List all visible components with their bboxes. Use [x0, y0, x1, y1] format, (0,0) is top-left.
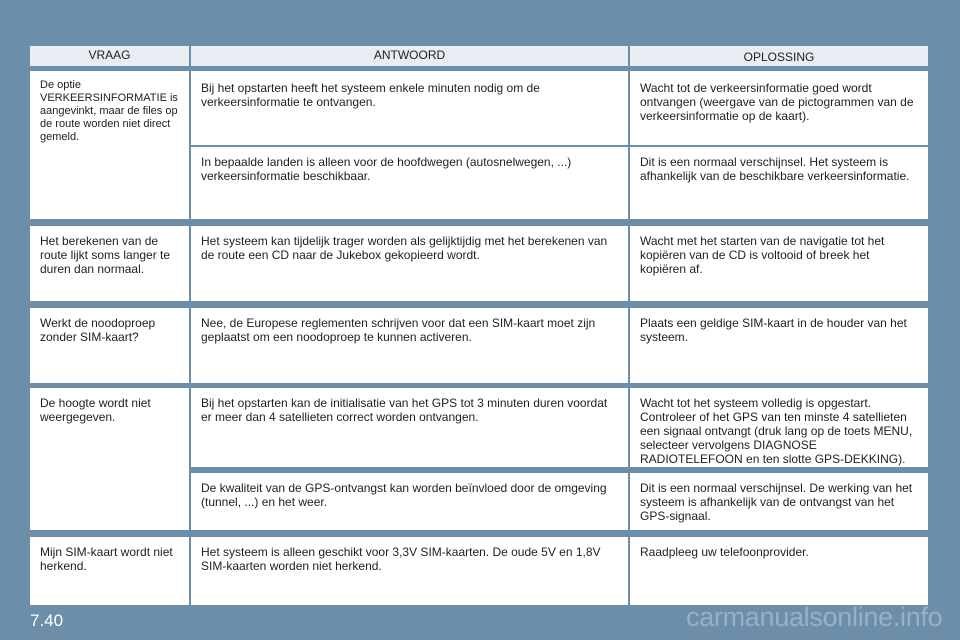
solution-cell: Dit is een normaal verschijnsel. Het systeem is afhankelijk van de beschikbare verkeersinformatie.	[630, 147, 928, 219]
answer-cell: Bij het opstarten heeft het systeem enkele minuten nodig om de verkeersinformatie te ontvangen.	[191, 71, 628, 145]
header-question: VRAAG	[30, 46, 189, 66]
header-answer: ANTWOORD	[191, 46, 628, 66]
answer-cell: Bij het opstarten kan de initialisatie van het GPS tot 3 minuten duren voordat er meer dan 4 satellieten correct worden ontvangen.	[191, 388, 628, 467]
solution-cell: Wacht tot het systeem volledig is opgestart. Controleer of het GPS van ten minste 4 satellieten een signaal ontvangt (druk lang op de toets MENU, selecteer vervolgens DIAGNOSE RADIOTELEFOON en ten slotte GPS-DEKKING).	[630, 388, 928, 467]
page-number: 7.40	[30, 611, 64, 630]
answer-cell: Het systeem is alleen geschikt voor 3,3V SIM-kaarten. De oude 5V en 1,8V SIM-kaarten worden niet herkend.	[191, 537, 628, 605]
solution-cell: Wacht met het starten van de navigatie tot het kopiëren van de CD is voltooid of breek het kopiëren af.	[630, 226, 928, 301]
answer-cell: De kwaliteit van de GPS-ontvangst kan worden beïnvloed door de omgeving (tunnel, ...) en het weer.	[191, 473, 628, 530]
solution-cell: Plaats een geldige SIM-kaart in de houder van het systeem.	[630, 308, 928, 383]
question-cell: De optie VERKEERSINFORMATIE is aangevinkt, maar de files op de route worden niet direct gemeld.	[30, 71, 189, 219]
answer-cell: In bepaalde landen is alleen voor de hoofdwegen (autosnelwegen, ...) verkeersinformatie beschikbaar.	[191, 147, 628, 219]
solution-cell: Dit is een normaal verschijnsel. De werking van het systeem is afhankelijk van de ontvangst van het GPS-signaal.	[630, 473, 928, 530]
answer-cell: Nee, de Europese reglementen schrijven voor dat een SIM-kaart moet zijn geplaatst om een noodoproep te kunnen activeren.	[191, 308, 628, 383]
question-cell: Werkt de noodoproep zonder SIM-kaart?	[30, 308, 189, 383]
question-cell: Mijn SIM-kaart wordt niet herkend.	[30, 537, 189, 605]
header-solution: OPLOSSING	[630, 46, 928, 66]
solution-cell: Wacht tot de verkeersinformatie goed wordt ontvangen (weergave van de pictogrammen van de verkeersinformatie op de kaart).	[630, 71, 928, 145]
solution-cell: Raadpleeg uw telefoonprovider.	[630, 537, 928, 605]
question-cell: De hoogte wordt niet weergegeven.	[30, 388, 189, 530]
watermark: carmanualsonline.info	[686, 602, 943, 632]
question-cell: Het berekenen van de route lijkt soms langer te duren dan normaal.	[30, 226, 189, 301]
answer-cell: Het systeem kan tijdelijk trager worden als gelijktijdig met het berekenen van de route een CD naar de Jukebox gekopieerd wordt.	[191, 226, 628, 301]
